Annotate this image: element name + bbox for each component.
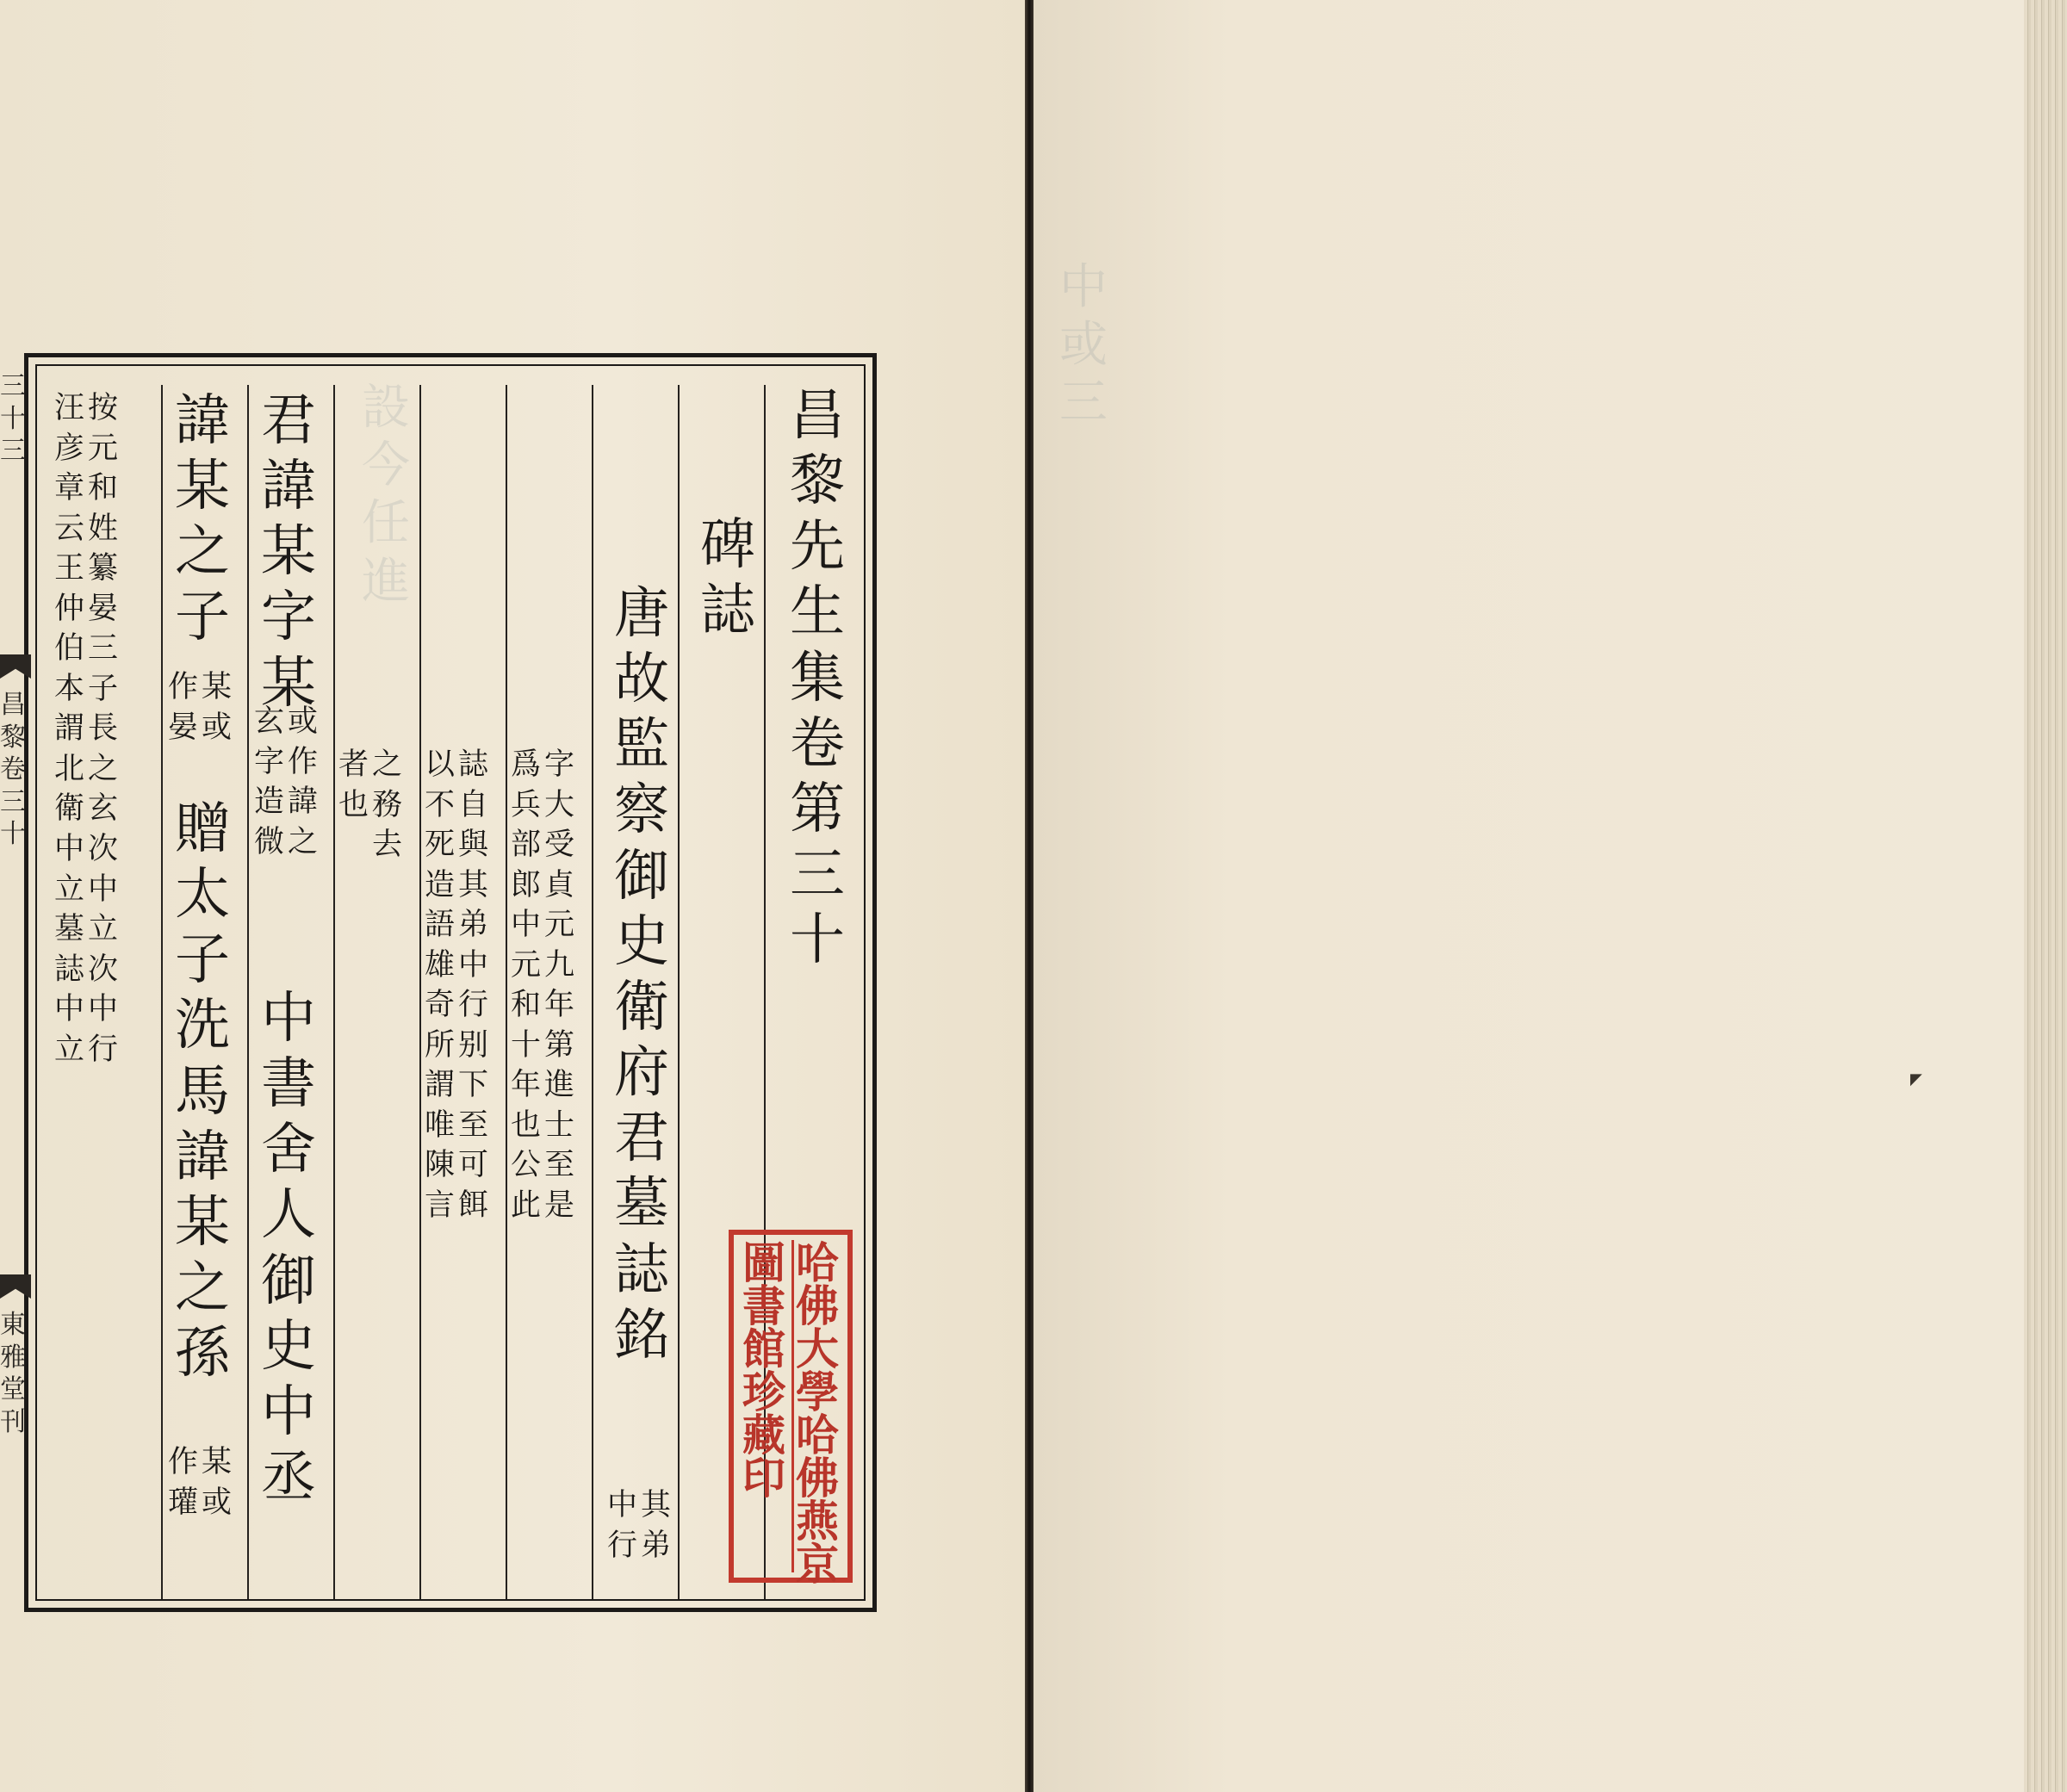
body-column: 君 諱 某 字 某 [261,389,316,716]
seal-line: 圖 書 館 珍 藏 印 [742,1237,785,1504]
fishtail-mark [0,654,31,679]
fold-margin-publisher: 東 雅 堂 刊 [0,1310,26,1437]
page-edges [2024,0,2067,1792]
library-seal-stamp [729,1230,853,1590]
commentary-column: 按 元 和 姓 纂 晏 三 子 長 之 玄 次 中 立 次 中 行 汪 彦 章 云 王 仲 伯 本 謂 北 衛 中 立 墓 誌 中 立 [54,391,119,1067]
fishtail-mark [0,1274,31,1299]
fold-margin-title: 昌 黎 卷 三 十 [0,690,26,849]
fold-margin-page-number: 三 十 三 [0,371,26,466]
commentary-column: 之 務 去 者 也 [338,747,403,863]
book-title: 昌 黎 先 生 集 卷 第 三 十 [790,384,845,973]
left-page [0,0,1025,1792]
commentary-column: 某 或 作 晏 [168,670,233,745]
body-column: 諱 某 之 子 [175,389,230,650]
seal-line: 哈 佛 大 學 哈 佛 燕 京 [796,1237,839,1590]
cursor-mark-icon: ◤ [1910,1070,1922,1088]
show-through-text: 設 今 任 進 [362,380,410,610]
commentary-column: 字 大 受 貞 元 九 年 第 進 士 至 是 爲 兵 部 郎 中 元 和 十 年 也 公 此 [511,747,575,1224]
show-through-text: 中 或 三 [1059,259,1108,431]
right-page-blank [1034,0,2024,1792]
epitaph-heading: 唐 故 監 察 御 史 衛 府 君 墓 誌 銘 [614,582,669,1367]
body-column: 贈 太 子 洗 馬 諱 某 之 孫 [175,797,230,1386]
section-label: 碑 誌 [700,513,755,643]
commentary-column: 某 或 作 瓘 [168,1445,233,1520]
commentary-column: 或 作 諱 之 玄 字 造 微 [254,704,319,859]
heading-note: 其 弟 中 行 [607,1488,672,1563]
commentary-column: 誌 自 與 其 弟 中 行 别 下 至 可 餌 以 不 死 造 語 雄 奇 所 謂 唯 陳 言 [425,747,489,1224]
body-column: 中 書 舍 人 御 史 中 丞 [261,987,316,1510]
book-gutter [1025,0,1034,1792]
